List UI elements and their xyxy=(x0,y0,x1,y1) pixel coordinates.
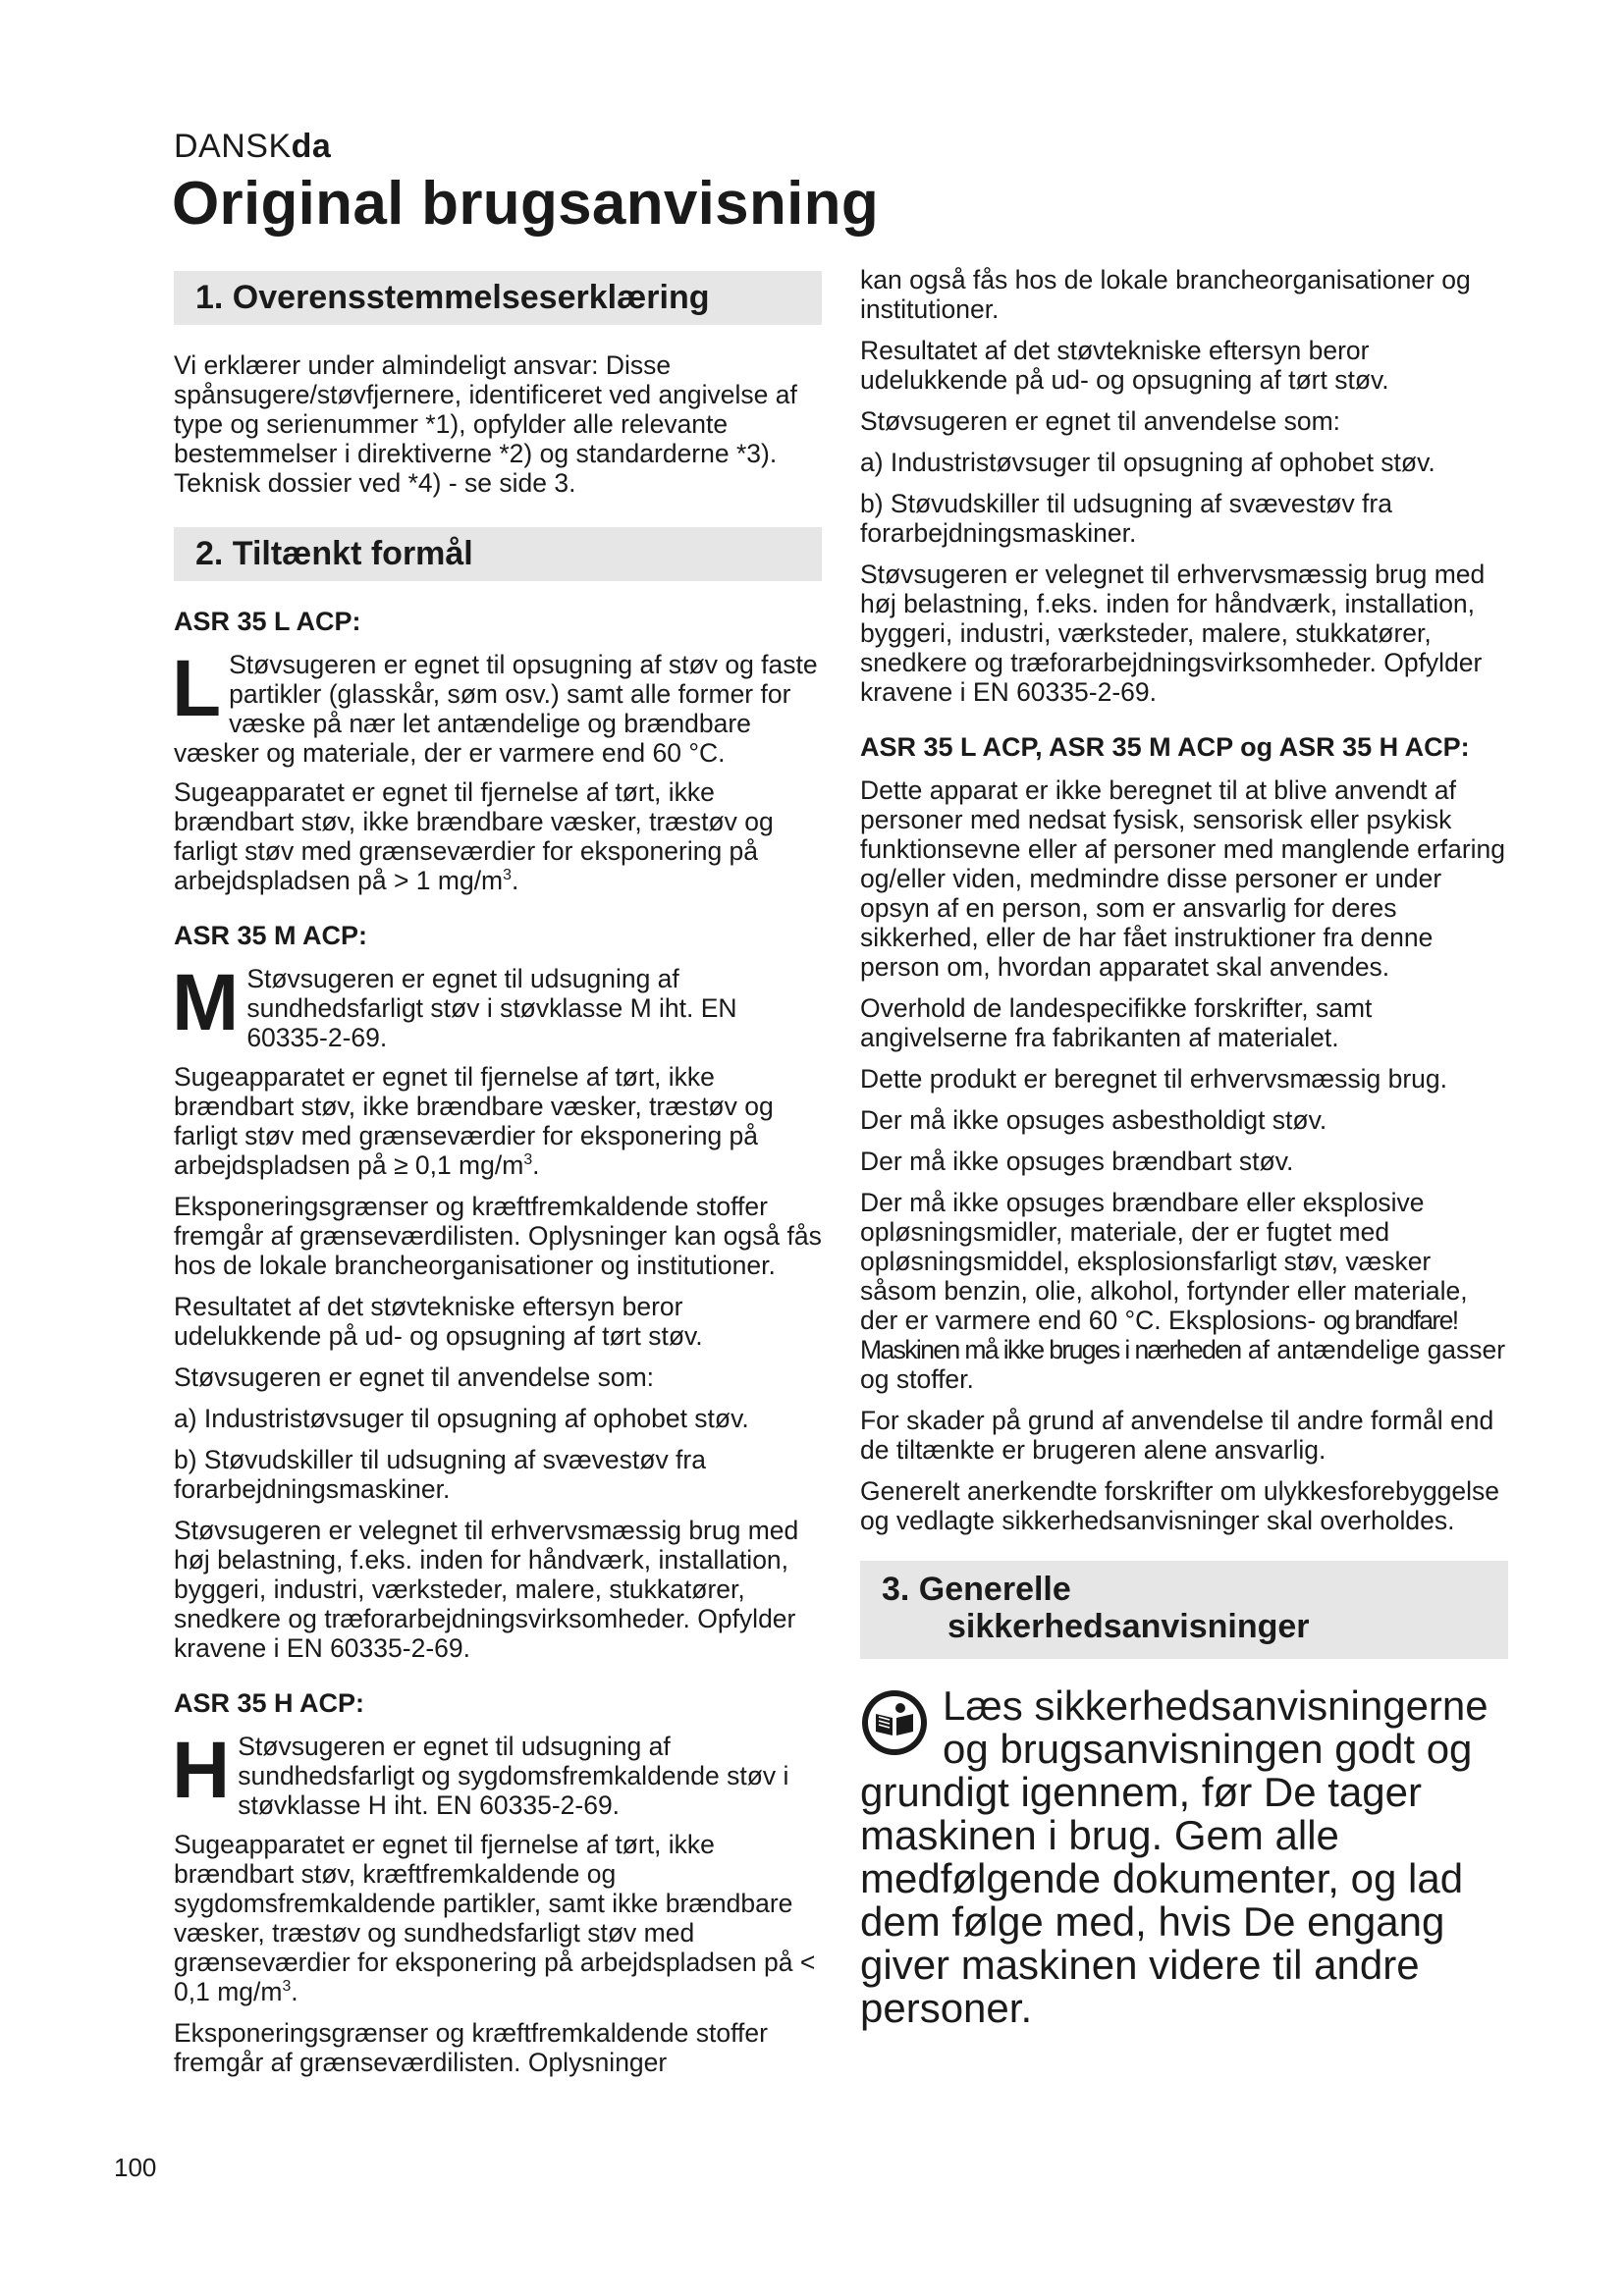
all-models-paragraph-8: Generelt anerkendte forskrifter om ulykkesforebyggelse og vedlagte sikkerhedsanvisninger skal overholdes. xyxy=(860,1476,1500,1535)
h-acp-title: ASR 35 H ACP: xyxy=(174,1688,365,1718)
all-models-paragraph-3: Dette produkt er beregnet til erhvervsmæssig brug. xyxy=(860,1064,1447,1094)
continued-paragraph-2: Resultatet af det støvtekniske eftersyn beror udelukkende på ud- og opsugning af tørt støv. xyxy=(860,336,1389,395)
h-acp-paragraph-1: Sugeapparatet er egnet til fjernelse af tørt, ikke brændbart støv, kræftfremkaldende og sygdomsfremkaldende partikler, samt ikke brændbare væsker, træstøv og sundhedsfarligt støv med grænseværdier for eksponering på arbejdspladsen på < 0,1 $mg/m^3$. xyxy=(174,1830,816,2006)
all-models-paragraph-7: For skader på grund af anvendelse til andre formål end de tiltænkte er brugeren alene ansvarlig. xyxy=(860,1406,1494,1465)
m-acp-paragraph-7: Støvsugeren er velegnet til erhvervsmæssig brug med høj belastning, f.eks. inden for håndværk, installation, byggeri, industri, værksteder, malere, stukkatører, snedkere og træforarbejdningsvirksomheder. Opfylder kravene i EN 60335-2-69. xyxy=(174,1516,799,1663)
m-acp-paragraph-5: a) Industristøvsuger til opsugning af ophobet støv. xyxy=(174,1404,749,1433)
right-column xyxy=(860,265,1508,2042)
section-1-text: Vi erklærer under almindeligt ansvar: Disse spånsugere/støvfjernere, identificeret ved angivelse af type og serienummer *1), opfylder alle relevante bestemmelser i direktiverne *2) og standarderne *3). Teknisk dossier ved *4) - se side 3. xyxy=(174,350,797,498)
section-3-text: Læs sikkerhedsanvisningerne og brugsanvisningen godt og grundigt igennem, før De tager maskinen i brug. Gem alle medfølgende dokumenter, og lad dem følge med, hvis De engang giver maskinen videre til andre personer. xyxy=(860,1682,1489,2031)
language-label xyxy=(174,128,331,166)
m-acp-paragraph-2: Eksponeringsgrænser og kræftfremkaldende stoffer fremgår af grænseværdilisten. Oplysninger kan også fås hos de lokale brancheorganisationer og institutioner. xyxy=(174,1192,822,1280)
page-number: 100 xyxy=(114,2153,157,2182)
all-models-paragraph-4: Der må ikke opsuges asbestholdigt støv. xyxy=(860,1105,1327,1135)
continued-paragraph-3: Støvsugeren er egnet til anvendelse som: xyxy=(860,406,1341,436)
h-acp-dropcap-paragraph xyxy=(172,1726,822,1820)
all-models-paragraph-2: Overhold de landespecifikke forskrifter, samt angivelserne fra fabrikanten af materialet. xyxy=(860,993,1373,1052)
m-acp-paragraph-4: Støvsugeren er egnet til anvendelse som: xyxy=(174,1362,655,1392)
all-models-title: ASR 35 L ACP, ASR 35 M ACP og ASR 35 H ACP: xyxy=(860,732,1470,762)
continued-paragraph-4: a) Industristøvsuger til opsugning af ophobet støv. xyxy=(860,448,1435,477)
l-acp-text: Støvsugeren er egnet til opsugning af støv og faste partikler (glasskår, søm osv.) samt alle former for væske på nær let antændelige og brændbare væsker og materiale, der er varmere end 60 °C. xyxy=(174,650,818,768)
section-3-heading: 3. Generelle sikkerhedsanvisninger xyxy=(860,1561,1508,1659)
language-prefix: DANSK xyxy=(174,128,292,165)
m-acp-paragraph-3: Resultatet af det støvtekniske eftersyn beror udelukkende på ud- og opsugning af tørt støv. xyxy=(174,1292,703,1351)
l-acp-dropcap-paragraph xyxy=(172,644,822,768)
left-column xyxy=(174,271,822,2089)
h-acp-paragraph-2: Eksponeringsgrænser og kræftfremkaldende stoffer fremgår af grænseværdilisten. Oplysninger xyxy=(174,2018,768,2077)
section-1-heading: 1. Overensstemmelseserklæring xyxy=(174,271,822,325)
dropcap-m: M xyxy=(172,958,240,1047)
m-acp-paragraph-6: b) Støvudskiller til udsugning af svævestøv fra forarbejdningsmaskiner. xyxy=(174,1445,706,1504)
language-code: da xyxy=(291,128,332,165)
continued-paragraph-1: kan også fås hos de lokale brancheorganisationer og institutioner. xyxy=(860,265,1471,324)
continued-paragraph-5: b) Støvudskiller til udsugning af svævestøv fra forarbejdningsmaskiner. xyxy=(860,489,1392,548)
h-acp-text: Støvsugeren er egnet til udsugning af sundhedsfarligt og sygdomsfremkaldende støv i støvklasse H iht. EN 60335-2-69. xyxy=(238,1732,789,1820)
section-2-heading: 2. Tiltænkt formål xyxy=(174,527,822,581)
all-models-paragraph-1: Dette apparat er ikke beregnet til at blive anvendt af personer med nedsat fysisk, sensorisk eller psykisk funktionsevne eller af personer med manglende erfaring og/eller viden, medmindre disse personer er under opsyn af en person, som er ansvarlig for deres sikkerhed, eller de har fået instruktioner fra denne person om, hvordan apparatet skal anvendes. xyxy=(860,775,1506,982)
l-acp-paragraph: Sugeapparatet er egnet til fjernelse af tørt, ikke brændbart støv, ikke brændbare væsker, træstøv og farligt støv med grænseværdier for eksponering på arbejdspladsen på > 1 $mg/m^3$. xyxy=(174,777,774,895)
dropcap-l: L xyxy=(172,644,222,733)
read-manual-icon xyxy=(860,1688,929,1757)
page-title: Original brugsanvisning xyxy=(172,170,879,238)
continued-paragraph-6: Støvsugeren er velegnet til erhvervsmæssig brug med høj belastning, f.eks. inden for håndværk, installation, byggeri, industri, værksteder, malere, stukkatører, snedkere og træforarbejdningsvirksomheder. Opfylder kravene i EN 60335-2-69. xyxy=(860,560,1486,707)
all-models-paragraph-6: Der må ikke opsuges brændbare eller eksplosive opløsningsmidler, materiale, der er fugtet med opløsningsmiddel, eksplosionsfarligt støv, væsker såsom benzin, olie, alkohol, fortynder eller materiale, der er varmere end 60 °C. Eksplosions- og brandfare! Maskinen må ikke bruges i nærheden af antændelige gasser og stoffer. xyxy=(860,1188,1506,1394)
m-acp-dropcap-paragraph xyxy=(172,958,822,1052)
m-acp-paragraph-1: Sugeapparatet er egnet til fjernelse af tørt, ikke brændbart støv, ikke brændbare væsker, træstøv og farligt støv med grænseværdier for eksponering på arbejdspladsen på ≥ 0,1 $mg/m^3$. xyxy=(174,1062,774,1180)
l-acp-title: ASR 35 L ACP: xyxy=(174,607,361,636)
m-acp-title: ASR 35 M ACP: xyxy=(174,921,368,950)
all-models-paragraph-5: Der må ikke opsuges brændbart støv. xyxy=(860,1147,1294,1176)
dropcap-h: H xyxy=(172,1726,231,1815)
m-acp-text: Støvsugeren er egnet til udsugning af sundhedsfarligt støv i støvklasse M iht. EN 60335-2-69. xyxy=(246,964,737,1052)
